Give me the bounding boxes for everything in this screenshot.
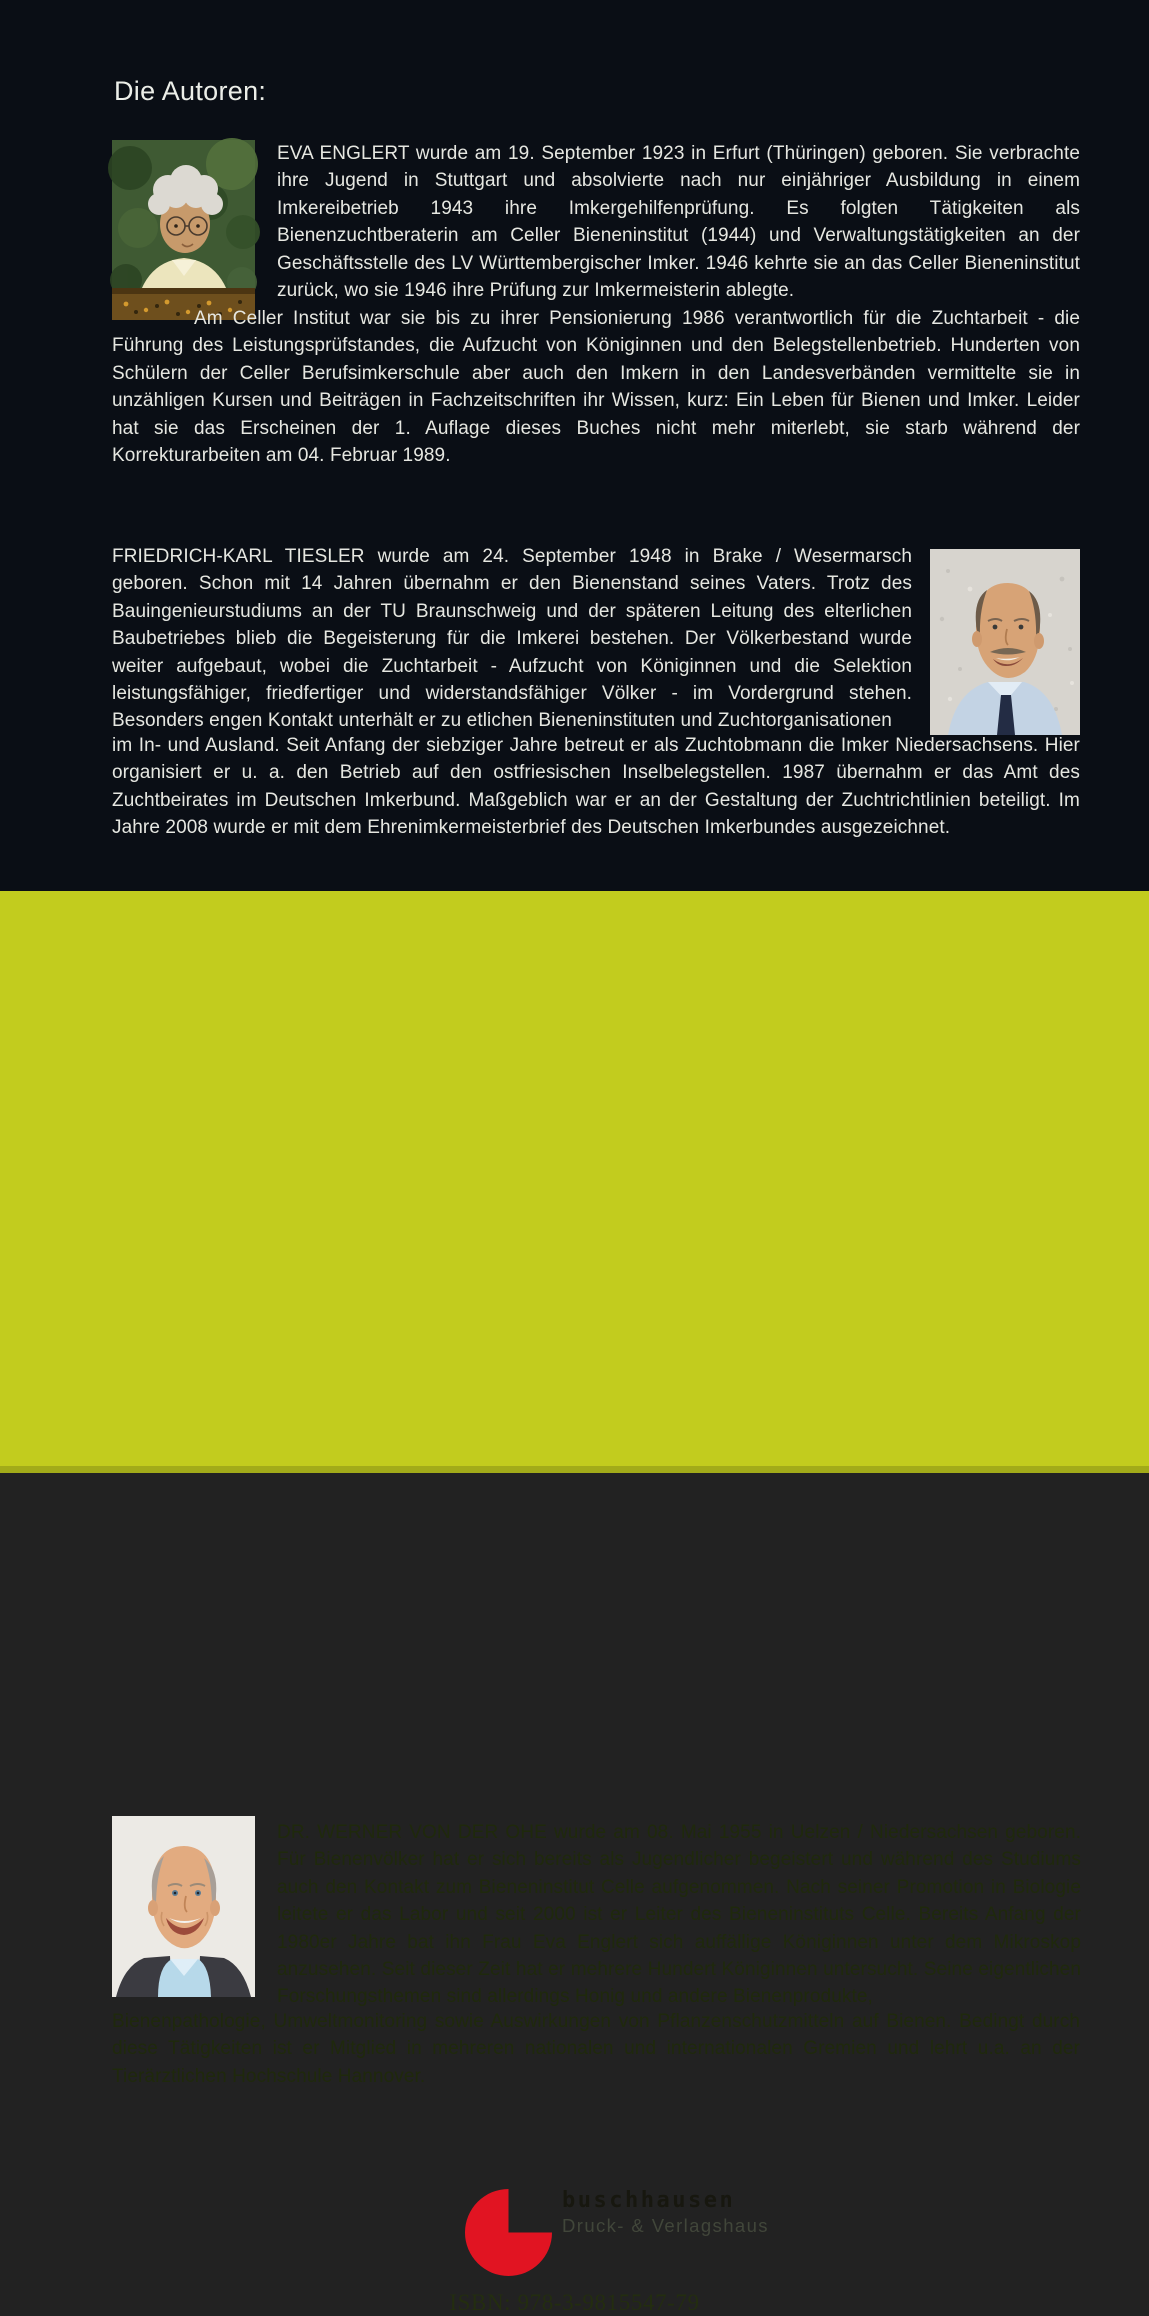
werner-von-der-ohe-bio-intro: DR. WERNER VON DER OHE wurde am 08. Mai 1955 in Uelzen / Niedersachsen geboren. Für Bienenvölker hat er sich bereits als Jugendlicher begeistert und während des Studiums auch den Kontakt zum Bieneninstitut Celle aufgenommen. Nach seiner Promotion in Biologie leitete er das Labor und seit 2000 ist er Leiter des Bieneninstituts Celle. Bereits Anfang der 1980er Jahre bat ihn Frau Eva Englert sich auffällige Königinnen unter dem Mikroskop anzusehen. Seit dieser Zeit hat er mehrere Hundert Königinnen untersucht. Seine eigentlichen Forschungsthemen sind allerdings Honig und andere Bienenprodukte, — [277, 1822, 1081, 2008]
werner-von-der-ohe-photo — [112, 1816, 255, 1997]
page-title: Die Autoren: — [114, 76, 267, 106]
page-bottom-edge — [0, 1466, 1149, 1473]
yellow-section — [0, 891, 1149, 2315]
eva-englert-photo — [112, 140, 255, 320]
publisher-name: buschhausen — [562, 2188, 736, 2213]
friedrich-karl-tiesler-bio-continued: im In- und Ausland. Seit Anfang der siebziger Jahre betreut er als Zuchtobmann die Imker Niedersachsens. Hier organisiert er u. a. den Betrieb auf den ostfriesischen Inselbelegstellen. 1987 übernahm er das Amt des Zuchtbeirates im Deutschen Imkerbund. Maßgeblich war er an der Gestaltung der Zuchtrichtlinien beteiligt. Im Jahre 2008 wurde er mit dem Ehrenimkermeisterbrief des Deutschen Imkerbundes ausgezeichnet. — [112, 735, 1080, 839]
eva-englert-bio-intro: EVA ENGLERT wurde am 19. September 1923 in Erfurt (Thüringen) geboren. Sie verbrachte ihre Jugend in Stuttgart und absolvierte nach nur einjähriger Ausbildung in einem Imkereibetrieb 1943 ihre Imkergehilfenprüfung. Es folgten Tätigkeiten als Bienenzuchtberaterin am Celler Bieneninstitut (1944) und Verwaltungstätigkeiten an der Geschäftsstelle des LV Württembergischer Imker. 1946 kehrte sie an das Celler Bieneninstitut zurück, wo sie 1946 ihre Prüfung zur Imkermeisterin ablegte. — [277, 143, 1080, 302]
friedrich-karl-tiesler-bio-intro: FRIEDRICH-KARL TIESLER wurde am 24. September 1948 in Brake / Wesermarsch geboren. Schon mit 14 Jahren übernahm er den Bienenstand seines Vaters. Trotz des Bauingenieurstudiums an der TU Braunschweig und der späteren Leitung des elterlichen Baubetriebes blieb die Begeisterung für die Imkerei bestehen. Der Völkerbestand wurde weiter aufgebaut, wobei die Zuchtarbeit - Aufzucht von Königinnen und die Selektion leistungsfähiger, friedfertiger und widerstandsfähiger Völker - im Vordergrund stehen. Besonders engen Kontakt unterhält er zu etlichen Bieneninstituten und Zuchtorganisationen — [112, 546, 912, 732]
publisher-logo — [464, 2188, 769, 2277]
friedrich-karl-tiesler-photo — [930, 549, 1080, 735]
publisher-tagline: Druck- & Verlagshaus — [562, 2215, 769, 2236]
publisher-logo-mark — [464, 2188, 553, 2277]
dark-section — [0, 0, 1149, 891]
eva-englert-bio-continued: Am Celler Institut war sie bis zu ihrer Pensionierung 1986 verantwortlich für die Zuchtarbeit - die Führung des Leistungsprüfstandes, die Aufzucht von Königinnen und den Belegstellenbetrieb. Hunderten von Schülern der Celler Berufsimkerschule aber auch den Imkern in den Landesverbänden vermittelte sie in unzähligen Kursen und Beiträgen in Fachzeitschriften ihr Wissen, kurz: Ein Leben für Bienen und Imker. Leider hat sie das Erscheinen der 1. Auflage dieses Buches nicht mehr miterlebt, sie starb während der Korrekturarbeiten am 04. Februar 1989. — [112, 308, 1080, 467]
isbn: ISBN: 978-3-9815547-79 — [449, 2290, 700, 2315]
werner-von-der-ohe-bio-continued: Bienenpathologie, Umweltmonitoring sowie Auswirkungen von Pflanzenschutzmitteln auf Bienen. Bedingt durch diese Tätigkeiten ist er Mitglied in mehreren nationalen und internationalen Gremien und lehrt u.a. an der Tierärztlichen Hochschule Hannover. — [112, 2011, 1080, 2087]
